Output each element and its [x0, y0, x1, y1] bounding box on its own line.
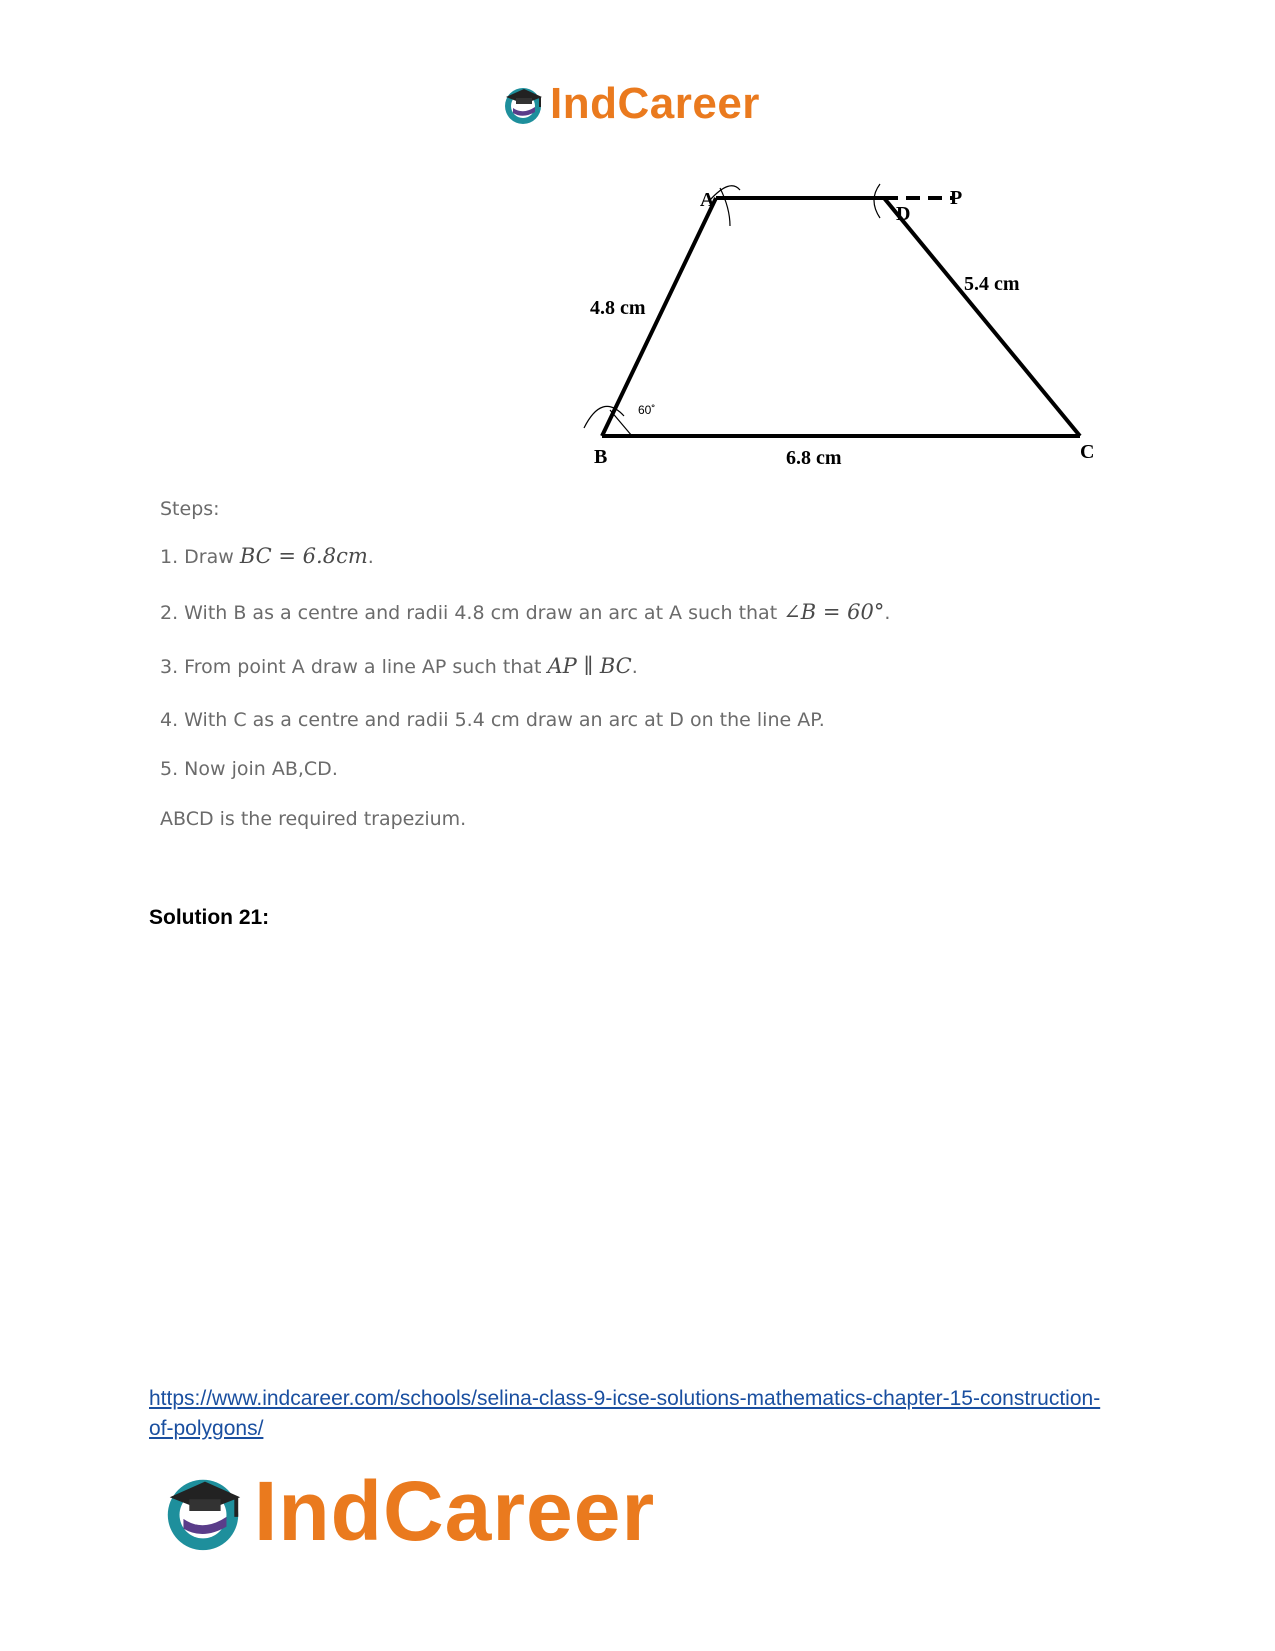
step-3-math: AP ∥ BC	[547, 654, 632, 678]
step-4: 4. With C as a centre and radii 5.4 cm draw an arc at D on the line AP.	[160, 709, 825, 731]
step-2	[160, 600, 890, 624]
side-cd-label: 5.4 cm	[964, 273, 1020, 295]
source-link[interactable]: https://www.indcareer.com/schools/selina-class-9-icse-solutions-mathematics-chapter-15-construction-of-polygons/	[149, 1387, 1101, 1440]
step-2-end: .	[884, 602, 891, 624]
side-ab-label: 4.8 cm	[590, 297, 646, 319]
trapezium-figure	[580, 180, 1120, 480]
point-c-label: C	[1080, 441, 1095, 463]
angle-b-label: 60˚	[638, 403, 656, 417]
indcareer-logo-bottom	[158, 1462, 698, 1560]
arc-d	[874, 184, 880, 218]
step-1	[160, 544, 374, 568]
step-3-text: 3. From point A draw a line AP such that	[160, 656, 542, 678]
point-a-label: A	[700, 189, 715, 211]
logo-wordmark: IndCareer	[550, 79, 760, 128]
solution-heading: Solution 21:	[149, 906, 270, 929]
arc-a-2	[720, 188, 730, 226]
step-1-text: 1. Draw	[160, 546, 234, 568]
side-cd	[884, 198, 1080, 436]
step-1-math: BC = 6.8cm	[239, 544, 368, 568]
step-2-text: 2. With B as a centre and radii 4.8 cm draw an arc at A such that	[160, 602, 778, 624]
side-bc-label: 6.8 cm	[786, 447, 842, 469]
steps-heading: Steps:	[160, 498, 220, 520]
arc-b	[584, 406, 624, 428]
point-p-label: P	[950, 187, 963, 209]
step-3-end: .	[631, 656, 638, 678]
graduation-cap-icon	[158, 1466, 248, 1556]
step-5: 5. Now join AB,CD.	[160, 758, 338, 780]
conclusion: ABCD is the required trapezium.	[160, 808, 467, 830]
indcareer-logo-top	[500, 78, 790, 130]
step-3	[160, 654, 638, 678]
point-b-label: B	[594, 446, 608, 468]
step-1-end: .	[367, 546, 374, 568]
step-2-math: ∠B = 60°	[783, 600, 885, 624]
arc-b-cross	[610, 410, 632, 436]
logo-wordmark: IndCareer	[254, 1463, 656, 1558]
graduation-cap-icon	[500, 81, 546, 127]
point-d-label: D	[896, 203, 911, 225]
